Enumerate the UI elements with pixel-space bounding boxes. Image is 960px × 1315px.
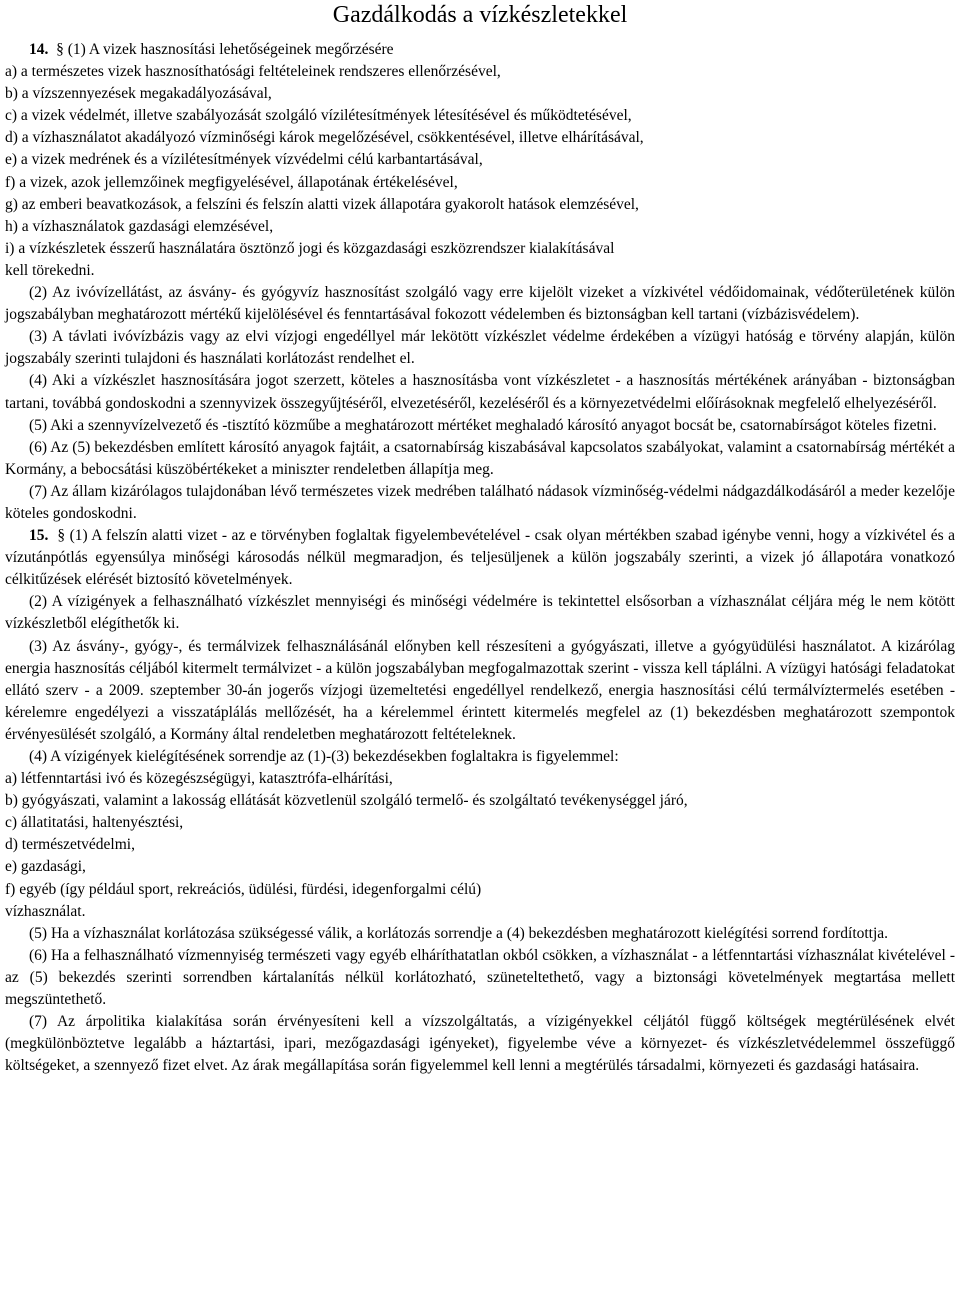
section-14-item-i: i) a vízkészletek ésszerű használatára ösztönző jogi és közgazdasági eszközrendszer kialakításával [5,239,615,257]
section-14-item-c: c) a vizek védelmét, illetve szabályozását szolgáló vízilétesítmények létesítésével és működtetésével, [5,107,632,125]
section-14-paragraph-1-intro [5,39,955,61]
section-15-item-d: d) természetvédelmi, [5,836,135,854]
section-14-paragraph-2: (2) Az ivóvízellátást, az ásvány- és gyógyvíz hasznosítást szolgáló vagy erre kijelölt vizeket a vízkivétel védőidomainak, védőterületének külön jogszabályban meghatározott mértékű kijelölésével és fenntartásával fokozott védelemben és biztonságban kell tartani (vízbázisvédelem). [5,284,955,324]
section-14-paragraph-5: (5) Aki a szennyvízelvezető és -tisztító közműbe a meghatározott mértéket meghaladó károsító anyagot bocsát be, csatornabírságot köteles fizetni. [29,416,937,434]
section-15-paragraph-4-intro: (4) A vízigények kielégítésének sorrendje az (1)-(3) bekezdésekben foglaltakra is figyelemmel: [29,748,619,765]
section-14-paragraph-6: (6) Az (5) bekezdésben említett károsító anyagok fajtáit, a csatornabírság kiszabásával kapcsolatos szabályokat, valamint a csatornabírság mértékét a Kormány, a bebocsátási küszöbértékeket a miniszter rendeletben állapítja meg. [5,438,955,478]
section-14-item-g: g) az emberi beavatkozások, a felszíni és felszín alatti vizek állapotára gyakorolt hatások elemzésével, [5,195,639,213]
section-14-number: 14. [29,41,49,58]
section-14-item-e: e) a vizek medrének és a vízilétesítmények vízvédelmi célú karbantartásával, [5,151,483,169]
section-15-number: 15. [29,527,49,545]
section-15-paragraph-6: (6) Ha a felhasználható vízmennyiség természeti vagy egyéb elháríthatatlan okból csökken, a vízhasználat - a létfenntartási vízhasználat kivételével - az (5) bekezdés szerinti sorrendben kártalanítás nélkül korlátozható, szüneteltethető, vagy a biztonsági követelmények megtartása mellett megszüntethető. [5,946,955,1009]
section-15-paragraph-2: (2) A vízigények a felhasználható vízkészlet mennyiségi és minőségi védelmére is tekintettel elsősorban a vízhasználat céljára még le nem kötött vízkészletből elégíthetők ki. [5,593,955,633]
section-15-item-c: c) állatitatási, haltenyésztési, [5,814,184,832]
section-15-paragraph-3: (3) Az ásvány-, gyógy-, és termálvizek felhasználásánál előnyben kell részesíteni a gyógyászati, illetve a gyógyüdülési használatot. A kizárólag energia hasznosítás céljából kitermelt termálvizet - a külön jogszabályban megfogalmazottak szerint - vissza kell táplálni. A vízügyi hatósági feladatokat ellátó szerv - a 2009. szeptember 30-án jogerős vízjogi üzemeltetési engedéllyel rendelkező, energia hasznosítási célú termálvíztermelés esetében - kérelemre engedélyezi a visszatáplálás mellőzését, ha a kérelemmel érintett kitermelés megfelel az (1) bekezdésben meghatározott szempontok érvényesülését szolgáló, a Kormány által rendeletben meghatározott feltételeknek. [5,637,955,743]
section-14-item-d: d) a vízhasználatot akadályozó vízminőségi károk megelőzésével, csökkentésével, illetve elhárításával, [5,129,644,147]
page-title: Gazdálkodás a vízkészletekkel [332,2,628,28]
section-14-paragraph-7: (7) Az állam kizárólagos tulajdonában lévő természetes vizek medrében található nádasok vízminőség-védelmi nádgazdálkodásáról a meder kezelője köteles gondoskodni. [5,482,955,522]
section-14-item-f: f) a vizek, azok jellemzőinek megfigyelésével, állapotának értékelésével, [5,173,458,191]
section-15-paragraph-5: (5) Ha a vízhasználat korlátozása szükségessé válik, a korlátozás sorrendje a (4) bekezdésben meghatározott kielégítési sorrend fordítottja. [29,924,889,942]
section-14-paragraph-3: (3) A távlati ivóvízbázis vagy az elvi vízjogi engedéllyel már lekötött vízkészlet védelme érdekében a vízügyi hatóság e törvény alapján, külön jogszabály szerinti tulajdoni és használati korlátozást rendelhet el. [5,328,955,368]
section-15-paragraph-1 [5,525,955,591]
section-15-sign: § [57,527,66,545]
document-body [5,39,955,1077]
section-15-paragraph-4-close: vízhasználat. [5,902,86,920]
section-14-item-b: b) a vízszennyezések megakadályozásával, [5,85,272,103]
section-14-paragraph-1-close: kell törekedni. [5,261,95,279]
section-15-item-e: e) gazdasági, [5,858,86,876]
section-14-paragraph-4: (4) Aki a vízkészlet hasznosítására jogot szerzett, köteles a hasznosításba vont vízkészletet - a hasznosítás mértékének arányában - biztonságban tartani, továbbá gondoskodni a szennyvizek összegyűjtéséről, elvezetéséről, kezeléséről és a környezetvédelmi előírásoknak megfelelő elhelyezéséről. [5,372,955,412]
section-15-item-f: f) egyéb (így például sport, rekreációs, üdülési, fürdési, idegenforgalmi célú) [5,880,482,898]
section-14-item-a: a) a természetes vizek hasznosíthatósági feltételeinek rendszeres ellenőrzésével, [5,63,501,81]
section-14-item-h: h) a vízhasználatok gazdasági elemzésével, [5,217,274,235]
section-15-p1-text: (1) A felszín alatti vizet - az e törvényben foglaltak figyelembevételével - csak olyan mértékben szabad igénybe venni, hogy a vízkivétel és a vízutánpótlás egyensúlya minőségi károsodás nélkül megmaradjon, és teljesüljenek a külön jogszabály szerinti, a vizek jó állapotára vonatkozó célkitűzések elérését biztosító követelmények. [5,527,956,589]
section-14-p1-text: (1) A vizek hasznosítási lehetőségeinek megőrzésére [67,41,394,58]
section-14-sign: § [56,41,64,58]
section-15-paragraph-7: (7) Az árpolitika kialakítása során érvényesíteni kell a vízszolgáltatás, a vízigényekkel céljától függő költségek megtérülésének elvét (megkülönböztetve legalább a háztartási, ipari, mezőgazdasági igényeket), figyelembe véve a környezet- és vízkészletvédelemmel összefüggő költségeket, a szennyező fizet elvet. Az árak megállapítása során figyelemmel kell lenni a megtérülés társadalmi, környezeti és gazdasági hatásaira. [5,1013,955,1075]
section-15-item-a: a) létfenntartási ivó és közegészségügyi, katasztrófa-elhárítási, [5,770,393,788]
section-15-item-b: b) gyógyászati, valamint a lakosság ellátását közvetlenül szolgáló termelő- és szolgáltató tevékenységgel járó, [5,792,688,810]
